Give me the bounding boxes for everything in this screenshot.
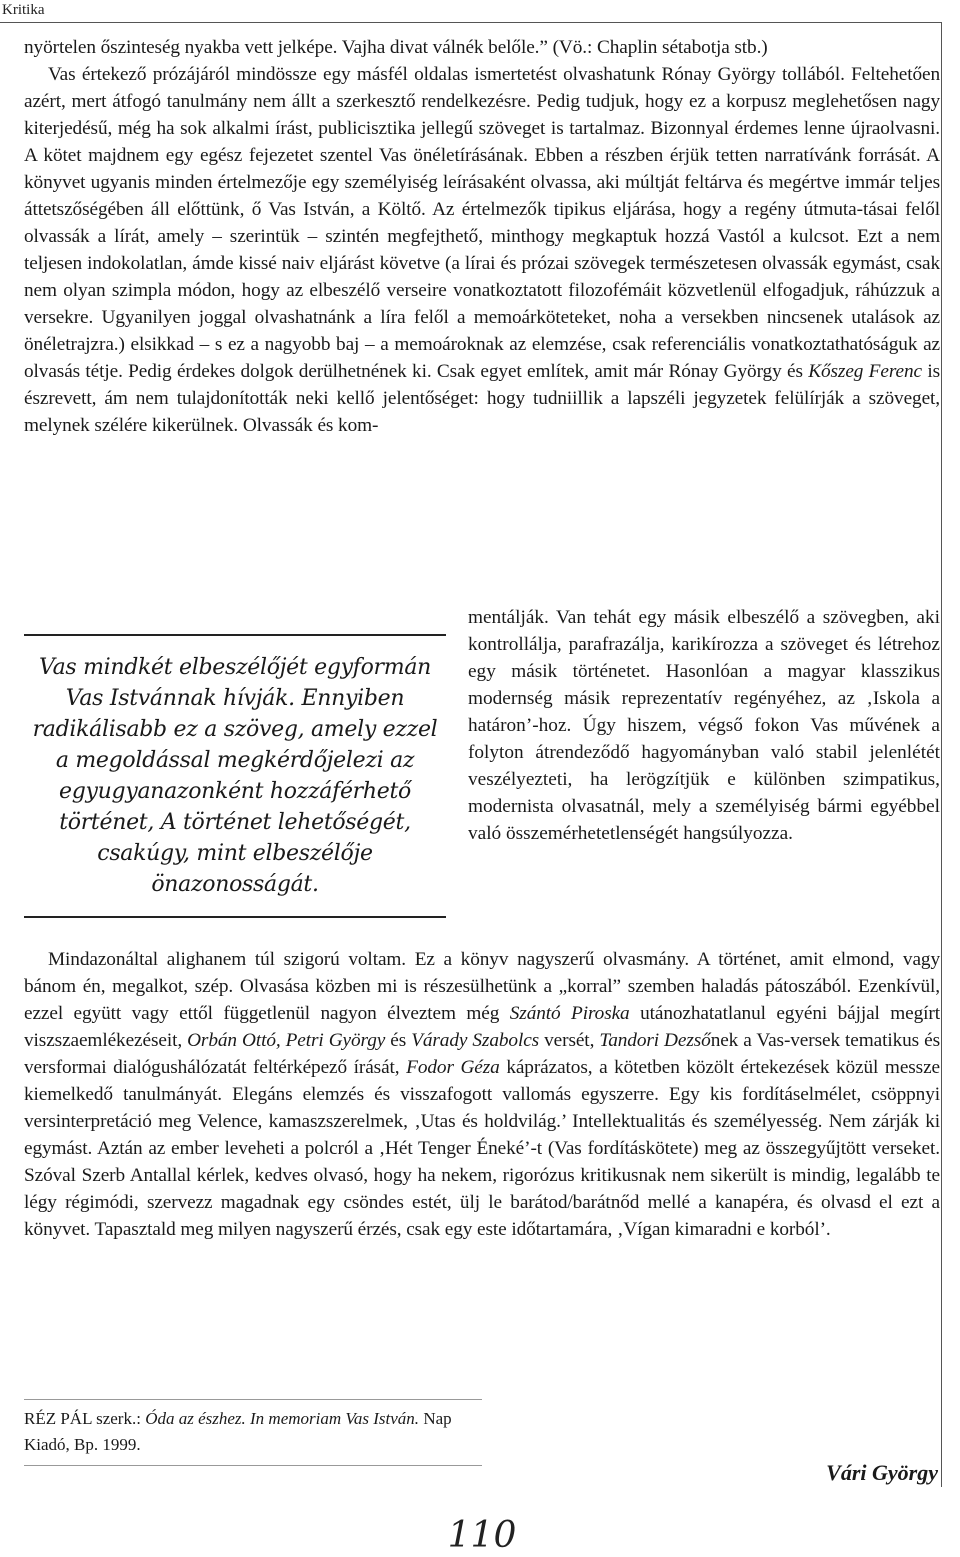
- bibliographic-note: [24, 1406, 484, 1458]
- name-koszeg-ferenc: Kőszeg Ferenc: [808, 361, 922, 382]
- footnote-publisher: Nap Kiadó, Bp. 1999.: [24, 1409, 452, 1454]
- side-column-text: mentálják. Van tehát egy másik elbeszélő a szövegben, aki kontrollálja, parafrazálja, karikírozza a szöveget és létrehoz egy másik történetet. Hasonlóan a magyar klasszikus modernség másik reprezentatív regényéhez, az ‚Iskola a határon’-hoz. Úgy hiszem, végső fokon Vas művének a folyton átrendeződő hagyományban való stabil jelenlétét veszélyezteti, ha lerögzítjük e különben szimpatikus, modernista olvasatnál, mely a személyiség bármi egyébbel való összemérhetetlenségét hangsúlyozza.: [468, 607, 940, 844]
- paragraph-3-text-f: káprázatos, a kötetben közölt értekezések közül messze kiemelkedő tanulmányát. Elegáns elemzés és visszafogott vallomás egyszerre. Egy kis fordításelmélet, csöppnyi versinterpretáció meg Velence, kamaszszerelmek, ‚Utas és holdvilág.’ Intellektualitás és személyesség. Nem zárják ki egymást. Aztán az ember leveheti a polcról a ‚Hét Tenger Éneké’-t (Vas fordításkötete) meg az összegyűjtött verseket. Szóval Szerb Antallal kérlek, kedves olvasó, hogy ha nekem, rigorózus kritikusnak nem sikerült is mindig, legalább te légy régimódi, szervezz magadnak egy csöndes estét, ülj le barátod/barátnőd mellé a kanapéra, és olvasd el ezt a könyvet. Tapasztald meg milyen nagyszerű érzés, csak egy este időtartamára, ‚Vígan kimaradni e korból’.: [24, 1057, 940, 1240]
- author-signature: Vári György: [826, 1460, 938, 1485]
- name-varady-szabolcs: Várady Szabolcs: [411, 1030, 540, 1051]
- header-rule: [0, 22, 942, 23]
- paragraph-3-text-c: és: [390, 1030, 407, 1051]
- paragraph-2-tail: is észrevett, ám nem tulajdonították neki kellő jelentőséget: hogy tudniillik a lapszéli jegyzetek felülírják a szöveget, melynek szélére kikerülnek. Olvassák és kom-: [24, 361, 940, 436]
- pull-quote: Vas mindkét elbeszélőjét egyformán Vas Istvánnak hívják. Ennyiben radikálisabb ez a szöveg, amely ezzel a megoldással megkérdőjelezi az egyugyanazonként hozzáférhető történet, A történet lehetőségét, csakúgy, mint elbeszélője önazonosságát.: [32, 655, 438, 897]
- name-orban-petri: Orbán Ottó, Petri György: [187, 1030, 386, 1051]
- pull-quote-bottom-rule: [24, 916, 446, 918]
- paragraph-2: [24, 61, 940, 439]
- footnote-bottom-rule: [24, 1465, 482, 1466]
- name-szanto-piroska: Szántó Piroska: [509, 1003, 630, 1024]
- paragraph-3-text-b: utánozhatatlanul egyéni bájjal megírt viszszaemlékezéseit,: [24, 1003, 940, 1051]
- margin-rule: [941, 22, 942, 1487]
- paragraph-3-text-d: versét,: [544, 1030, 595, 1051]
- paragraph-2-text: Vas értekező prózájáról mindössze egy másfél oldalas ismertetést olvashatunk Rónay György tollából. Feltehetően azért, mert átfogó tanulmány nem állt a szerkesztő rendelkezésre. Pedig tudjuk, hogy ez a korpusz meglehetősen nagy kiterjedésű, még ha sok alkalmi írást, publicisztika jellegű szöveget is tartalmaz. Bizonnyal érdemes lenne újraolvasni. A kötet majdnem egy egész fejezetet szentel Vas önéletírásának. Ebben a részben érjük tetten narratívánk forrását. A könyvet ugyanis minden értelmezője egy személyiség leírásaként olvassa, aki múltját feltárva és megértve immár teljes áttetszőségében áll előttünk, ő Vas István, a Költő. Az értelmezők tipikus eljárása, hogy a regény útmuta-tásai felől olvassák a lírát, amely – szerintük – szintén megfejthető, minthogy megkaptuk hozzá Vastól a kulcsot. Ezt a nem teljesen indokolatlan, ámde kissé naiv eljárást követve (a lírai és prózai szövegek természetesen olvassák egymást, csak nem olyan szimpla módon, hogy az elbeszélő verseire vonatkoztatott filozofémáit közvetlenül elfogadjuk, ráhúzzuk a versekre. Ugyanilyen joggal olvashatnánk a líra felől a memoárköteteket, noha a versekben nincsenek utalások az önéletrajzra.) elsikkad – s ez a nagyobb baj – a memoároknak az elemzése, csak referenciális vonatkoztathatóságuk az olvasás tétje. Pedig érdekes dolgok derülhetnének ki. Csak egyet említek, amit már Rónay György és: [24, 64, 940, 382]
- section-label: Kritika: [2, 2, 45, 18]
- paragraph-1: nyörtelen őszinteség nyakba vett jelképe. Vajha divat válnék belőle.” (Vö.: Chaplin sétabotja stb.): [24, 37, 768, 58]
- paragraph-3: [24, 946, 940, 1243]
- footnote-title: Óda az észhez. In memoriam Vas István.: [145, 1409, 420, 1428]
- name-fodor-geza: Fodor Géza: [406, 1057, 500, 1078]
- paragraph-3-text-a: Mindazonáltal alighanem túl szigorú voltam. Ez a könyv nagyszerű olvasmány. A történet, amit elmond, vagy bánom én, megalkot, szép. Olvasása közben mi is részesülhetünk a „korral” szemben haladás pátoszából. Ezenkívül, ezzel együtt vagy ettől függetlenül nagyon élveztem még: [24, 949, 940, 1024]
- page-number: 110: [447, 1515, 517, 1556]
- paragraph-3-text-e: nek a Vas-versek tematikus és versformai dialógushálózatát feltérképező írását,: [24, 1030, 940, 1078]
- article-body-top: [24, 34, 940, 439]
- footnote-top-rule: [24, 1399, 482, 1400]
- article-body-bottom: [24, 946, 940, 1243]
- footnote-editor: RÉZ PÁL szerk.:: [24, 1409, 141, 1428]
- name-tandori-dezso: Tandori Dezső: [599, 1030, 711, 1051]
- pull-quote-top-rule: [24, 634, 446, 636]
